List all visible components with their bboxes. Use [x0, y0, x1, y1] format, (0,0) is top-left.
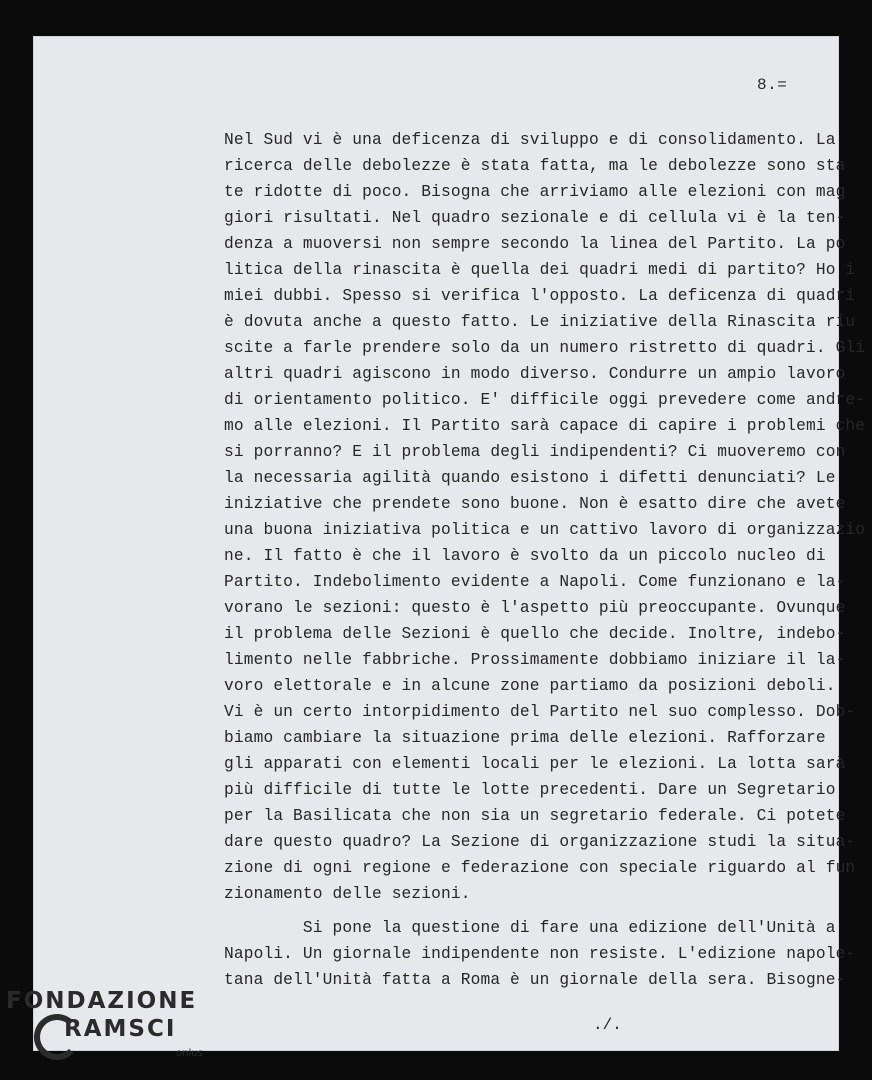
text-line: la necessaria agilità quando esistono i difetti denunciati? Le: [224, 469, 836, 487]
text-line: zionamento delle sezioni.: [224, 885, 471, 903]
text-line: biamo cambiare la situazione prima delle elezioni. Rafforzare: [224, 729, 826, 747]
text-line: zione di ogni regione e federazione con speciale riguardo al fun: [224, 859, 856, 877]
text-line: limento nelle fabbriche. Prossimamente dobbiamo iniziare il la-: [224, 651, 846, 669]
text-line: miei dubbi. Spesso si verifica l'opposto. La deficenza di quadri: [224, 287, 856, 305]
text-line: Si pone la questione di fare una edizione dell'Unità a: [224, 919, 836, 937]
text-line: vorano le sezioni: questo è l'aspetto più preoccupante. Ovunque: [224, 599, 846, 617]
text-line: il problema delle Sezioni è quello che decide. Inoltre, indebo-: [224, 625, 846, 643]
text-line: è dovuta anche a questo fatto. Le iniziative della Rinascita riu: [224, 313, 856, 331]
text-line: ricerca delle debolezze è stata fatta, ma le debolezze sono sta: [224, 157, 846, 175]
text-line: litica della rinascita è quella dei quadri medi di partito? Ho i: [224, 261, 856, 279]
text-line: di orientamento politico. E' difficile oggi prevedere come andre-: [224, 391, 866, 409]
text-line: voro elettorale e in alcune zone partiamo da posizioni deboli.: [224, 677, 836, 695]
text-line: scite a farle prendere solo da un numero ristretto di quadri. Gli: [224, 339, 866, 357]
text-line: Vi è un certo intorpidimento del Partito nel suo complesso. Dob-: [224, 703, 856, 721]
text-line: per la Basilicata che non sia un segretario federale. Ci potete: [224, 807, 846, 825]
text-line: mo alle elezioni. Il Partito sarà capace di capire i problemi che: [224, 417, 866, 435]
text-line: altri quadri agiscono in modo diverso. Condurre un ampio lavoro: [224, 365, 846, 383]
continuation-mark: ./.: [593, 1016, 622, 1034]
text-line: tana dell'Unità fatta a Roma è un giornale della sera. Bisogne-: [224, 971, 846, 989]
text-line: iniziative che prendete sono buone. Non è esatto dire che avete: [224, 495, 846, 513]
text-line: giori risultati. Nel quadro sezionale e di cellula vi è la ten-: [224, 209, 846, 227]
text-line: Napoli. Un giornale indipendente non resiste. L'edizione napole-: [224, 945, 856, 963]
watermark-line-3: onlus: [176, 1048, 203, 1059]
watermark-line-1: FONDAZIONE: [6, 988, 198, 1014]
text-line: Partito. Indebolimento evidente a Napoli. Come funzionano e la-: [224, 573, 846, 591]
page-number: 8.=: [757, 76, 788, 94]
text-line: ne. Il fatto è che il lavoro è svolto da un piccolo nucleo di: [224, 547, 826, 565]
text-line: si porranno? E il problema degli indipendenti? Ci muoveremo con: [224, 443, 846, 461]
text-line: gli apparati con elementi locali per le elezioni. La lotta sarà: [224, 755, 846, 773]
watermark-line-2: RAMSCI: [64, 1016, 177, 1042]
document-page: [33, 36, 866, 1051]
text-line: una buona iniziativa politica e un cattivo lavoro di organizzazio: [224, 521, 866, 539]
text-line: denza a muoversi non sempre secondo la linea del Partito. La po: [224, 235, 846, 253]
text-line: dare questo quadro? La Sezione di organizzazione studi la situa-: [224, 833, 856, 851]
text-line: più difficile di tutte le lotte precedenti. Dare un Segretario: [224, 781, 836, 799]
text-line: te ridotte di poco. Bisogna che arriviamo alle elezioni con mag: [224, 183, 846, 201]
text-line: Nel Sud vi è una deficenza di sviluppo e di consolidamento. La: [224, 131, 836, 149]
